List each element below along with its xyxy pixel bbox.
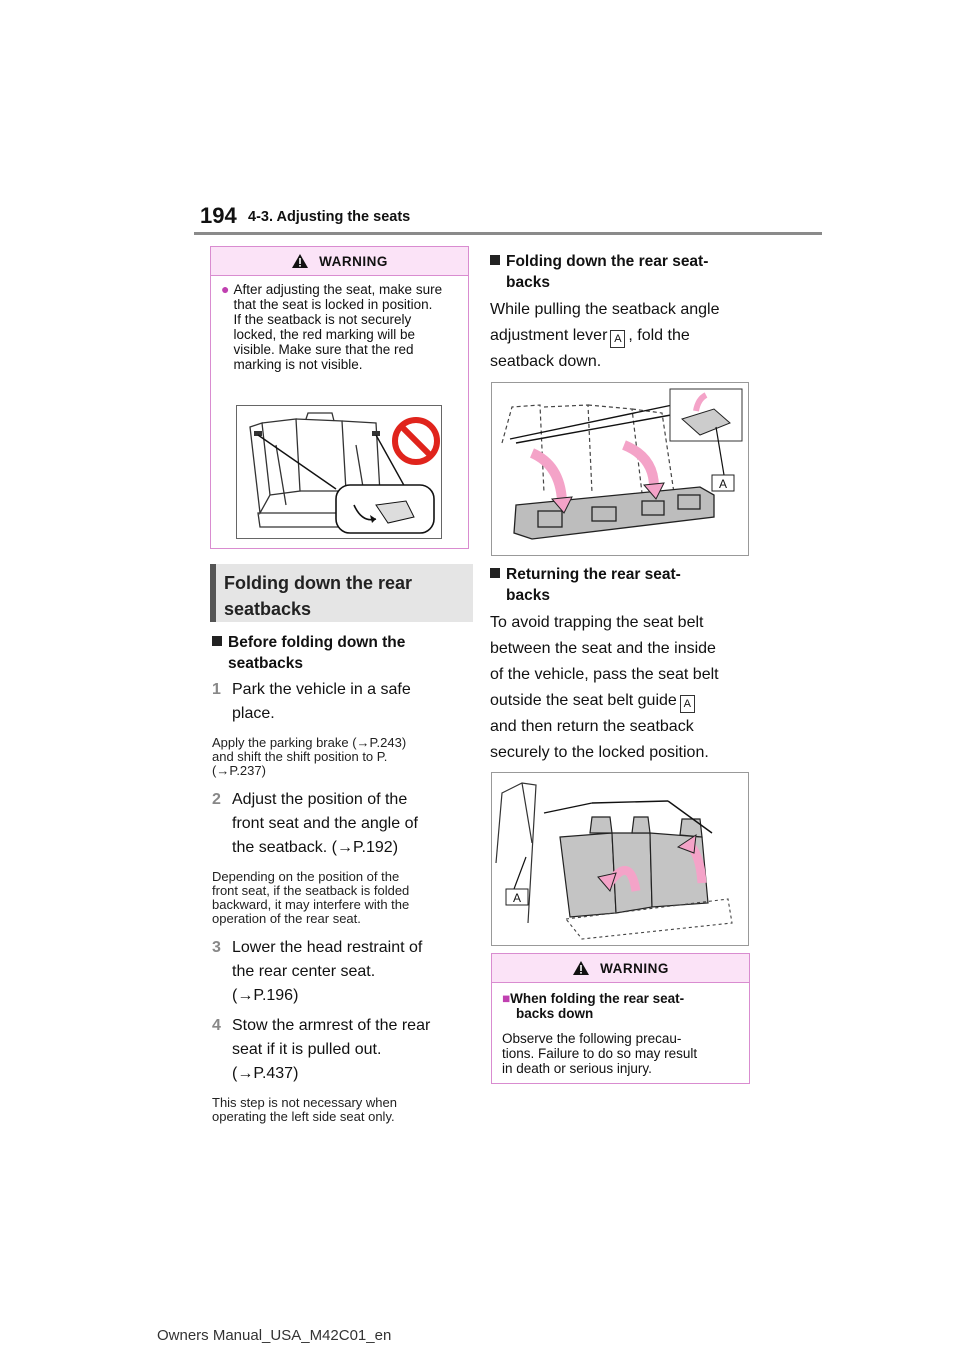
warning-header — [492, 954, 749, 983]
returning-line4: outside the seat belt guide — [490, 692, 677, 709]
folding-title-line1: Folding down the rear seat- — [506, 253, 709, 270]
fold-seatback-illustration — [491, 382, 749, 556]
before-folding-section — [212, 632, 472, 1124]
warning-triangle-icon — [572, 960, 590, 976]
folding-title-line2: backs — [506, 274, 550, 291]
step-2 — [212, 788, 472, 860]
step-3 — [212, 936, 472, 1008]
step-1 — [212, 678, 472, 726]
step2-line1: Adjust the position of the — [232, 791, 408, 808]
returning-line1: To avoid trapping the seat belt — [490, 614, 704, 631]
step3-line2: the rear center seat. — [232, 963, 376, 980]
warning2-body-line3: in death or serious injury. — [502, 1061, 652, 1076]
folding-line3: seatback down. — [490, 353, 602, 370]
return-seatback-illustration — [491, 772, 749, 946]
before-title — [212, 632, 472, 674]
step2-line2: front seat and the angle of — [232, 815, 418, 832]
note2-line1: Depending on the position of the — [212, 869, 400, 884]
warning-bullet-text-2: If the seatback is not securely locked, the red marking will be visible. Make sure that the red marking is not visible. — [233, 312, 416, 372]
note-2 — [212, 870, 472, 926]
square-bullet-icon: ■ — [502, 991, 511, 1006]
step-number: 2 — [212, 791, 221, 808]
folding-paragraph — [490, 297, 755, 375]
step-number: 4 — [212, 1017, 221, 1034]
warning-body — [492, 983, 749, 1076]
step2-line3: the seatback. (→P.192) — [232, 839, 399, 856]
step1-line1: Park the vehicle in a safe — [232, 681, 411, 698]
returning-title — [490, 564, 755, 606]
note2-line2: front seat, if the seatback is folded — [212, 883, 410, 898]
square-bullet-icon — [490, 568, 500, 578]
step4-line3: (→P.437) — [232, 1065, 299, 1082]
header-rule — [194, 232, 822, 235]
warning-bullet-text: After adjusting the seat, make sure that the seat is locked in position. — [233, 282, 443, 312]
warning-triangle-icon — [291, 253, 309, 269]
note3-line2: operating the left side seat only. — [212, 1109, 395, 1124]
step-number: 3 — [212, 939, 221, 956]
returning-line3: of the vehicle, pass the seat belt — [490, 666, 719, 683]
before-title-line2: seatbacks — [228, 655, 303, 672]
folding-line2a: adjustment lever — [490, 327, 608, 344]
warning2-title-line1: When folding the rear seat- — [510, 991, 685, 1006]
callout-a: A — [610, 330, 625, 348]
seat-lock-illustration — [236, 405, 442, 539]
heading-text — [216, 564, 473, 628]
section-heading — [210, 564, 473, 622]
folding-line1: While pulling the seatback angle — [490, 301, 720, 318]
note3-line1: This step is not necessary when — [212, 1095, 397, 1110]
step4-line2: seat if it is pulled out. — [232, 1041, 382, 1058]
folding-title — [490, 251, 755, 293]
warning2-body-line2: tions. Failure to do so may result — [502, 1046, 698, 1061]
folding-line2b: , fold the — [628, 327, 690, 344]
note2-line4: operation of the rear seat. — [212, 911, 361, 926]
callout-a-label: A — [718, 477, 728, 491]
before-title-line1: Before folding down the — [228, 634, 406, 651]
returning-title-line2: backs — [506, 587, 550, 604]
note1-line3: (→P.237) — [212, 763, 266, 778]
square-bullet-icon — [490, 255, 500, 265]
note-1 — [212, 736, 472, 778]
returning-title-line1: Returning the rear seat- — [506, 566, 681, 583]
note-3 — [212, 1096, 472, 1124]
callout-a: A — [680, 695, 695, 713]
callout-a-label: A — [512, 891, 522, 905]
warning-box-folding — [491, 953, 750, 1084]
page-number: 194 — [200, 203, 237, 228]
heading-line2: seatbacks — [224, 599, 312, 619]
step-number: 1 — [212, 681, 221, 698]
warning-header — [211, 247, 468, 276]
section-title: 4-3. Adjusting the seats — [248, 209, 411, 225]
step4-line1: Stow the armrest of the rear — [232, 1017, 431, 1034]
warning2-body — [502, 1031, 739, 1076]
returning-line5: and then return the seatback — [490, 718, 694, 735]
step3-line3: (→P.196) — [232, 987, 299, 1004]
note1-line1: Apply the parking brake (→P.243) — [212, 735, 407, 750]
footer-manual-id: Owners Manual_USA_M42C01_en — [157, 1327, 392, 1344]
warning-subtitle — [502, 991, 739, 1021]
warning-box-seat-lock — [210, 246, 469, 549]
returning-section — [490, 564, 755, 766]
note2-line3: backward, it may interfere with the — [212, 897, 410, 912]
bullet-dot-icon: ● — [221, 281, 230, 297]
step-4 — [212, 1014, 472, 1086]
warning-label: WARNING — [319, 253, 388, 269]
returning-paragraph — [490, 610, 755, 766]
warning2-title-line2: backs down — [516, 1006, 594, 1021]
note1-line2: and shift the shift position to P. — [212, 749, 388, 764]
warning2-body-line1: Observe the following precau- — [502, 1031, 682, 1046]
warning-body — [211, 276, 468, 372]
folding-section — [490, 251, 755, 375]
step3-line1: Lower the head restraint of — [232, 939, 423, 956]
heading-line1: Folding down the rear — [224, 573, 412, 593]
step1-line2: place. — [232, 705, 275, 722]
returning-line2: between the seat and the inside — [490, 640, 716, 657]
square-bullet-icon — [212, 636, 222, 646]
returning-line6: securely to the locked position. — [490, 744, 709, 761]
warning-label: WARNING — [600, 960, 669, 976]
